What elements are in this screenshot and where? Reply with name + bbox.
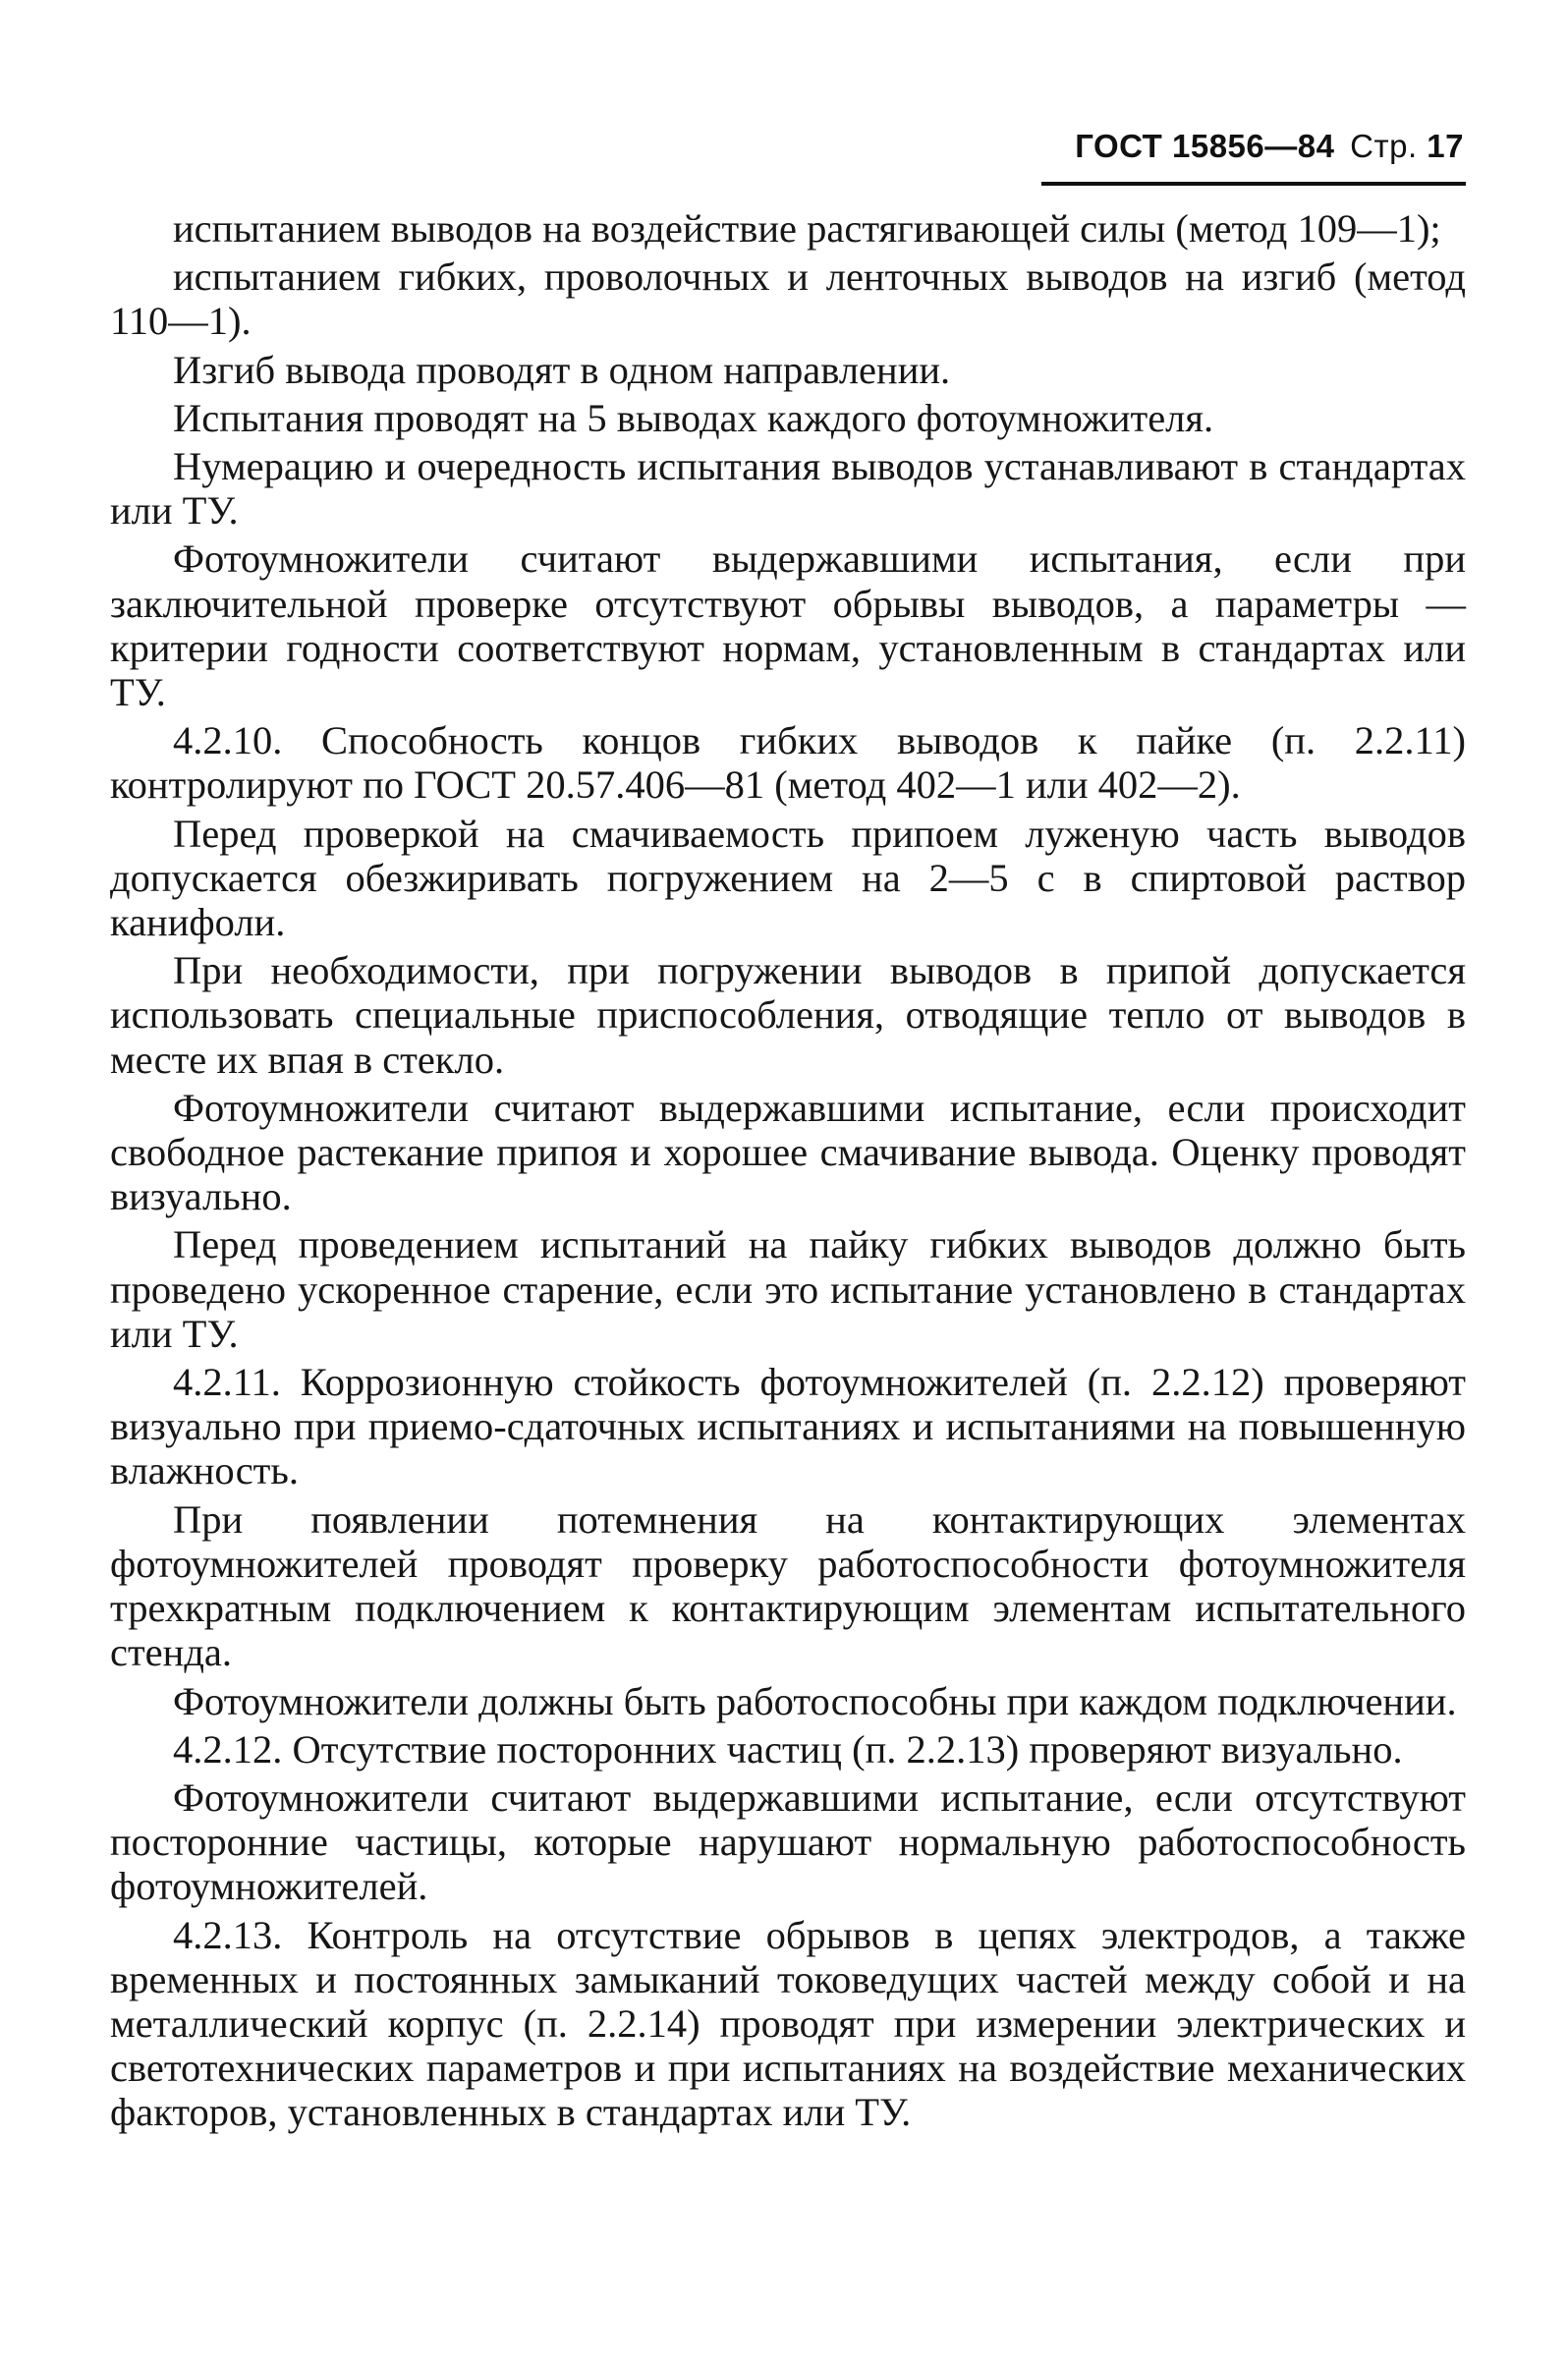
paragraph: При появлении потемнения на контактирующих элементах фотоумножителей проводят проверку работоспособности фотоумножителя трехкратным подключением к контактирующим элементам испытательного стенда. bbox=[110, 1496, 1466, 1675]
page-label: Стр. bbox=[1350, 128, 1418, 164]
paragraph: 4.2.11. Коррозионную стойкость фотоумножителей (п. 2.2.12) проверяют визуально при приемо-сдаточных испытаниях и испытаниями на повышенную влажность. bbox=[110, 1360, 1466, 1493]
paragraph: испытанием гибких, проволочных и ленточных выводов на изгиб (метод 110—1). bbox=[110, 254, 1466, 344]
body-text bbox=[110, 206, 1466, 2139]
paragraph: Фотоумножители считают выдержавшими испытание, если происходит свободное растекание припоя и хорошее смачивание вывода. Оценку проводят визуально. bbox=[110, 1085, 1466, 1219]
header-rule bbox=[1041, 182, 1466, 186]
paragraph: Изгиб вывода проводят в одном направлении. bbox=[173, 347, 951, 392]
page-number: 17 bbox=[1427, 128, 1464, 164]
paragraph: Испытания проводят на 5 выводах каждого фотоумножителя. bbox=[173, 395, 1214, 440]
paragraph: Фотоумножители считают выдержавшими испытания, если при заключительной проверке отсутствуют обрывы выводов, а параметры — критерии годности соответствуют нормам, установленным в стандартах или ТУ. bbox=[110, 536, 1466, 715]
page-header bbox=[1022, 128, 1464, 165]
paragraph: Перед проведением испытаний на пайку гибких выводов должно быть проведено ускоренное старение, если это испытание установлено в стандартах или ТУ. bbox=[110, 1222, 1466, 1356]
paragraph: Нумерацию и очередность испытания выводов устанавливают в стандартах или ТУ. bbox=[110, 444, 1466, 534]
paragraph: испытанием выводов на воздействие растягивающей силы (метод 109—1); bbox=[173, 206, 1441, 251]
paragraph: Фотоумножители должны быть работоспособны при каждом подключении. bbox=[173, 1678, 1457, 1723]
paragraph: 4.2.12. Отсутствие посторонних частиц (п. 2.2.13) проверяют визуально. bbox=[173, 1726, 1403, 1772]
paragraph: 4.2.13. Контроль на отсутствие обрывов в цепях электродов, а также временных и постоянных замыканий токоведущих частей между собой и на металлический корпус (п. 2.2.14) проводят при измерении электрических и светотехнических параметров и при испытаниях на воздействие механических факторов, установленных в стандартах или ТУ. bbox=[110, 1912, 1466, 2135]
standard-designation: ГОСТ 15856—84 bbox=[1075, 128, 1335, 164]
paragraph: 4.2.10. Способность концов гибких выводов к пайке (п. 2.2.11) контролируют по ГОСТ 20.57.406—81 (метод 402—1 или 402—2). bbox=[110, 718, 1466, 808]
paragraph: Перед проверкой на смачиваемость припоем луженую часть выводов допускается обезжиривать погружением на 2—5 с в спиртовой раствор канифоли. bbox=[110, 811, 1466, 945]
paragraph: При необходимости, при погружении выводов в припой допускается использовать специальные приспособления, отводящие тепло от выводов в месте их впая в стекло. bbox=[110, 948, 1466, 1082]
paragraph: Фотоумножители считают выдержавшими испытание, если отсутствуют посторонние частицы, которые нарушают нормальную работоспособность фотоумножителей. bbox=[110, 1774, 1466, 1909]
